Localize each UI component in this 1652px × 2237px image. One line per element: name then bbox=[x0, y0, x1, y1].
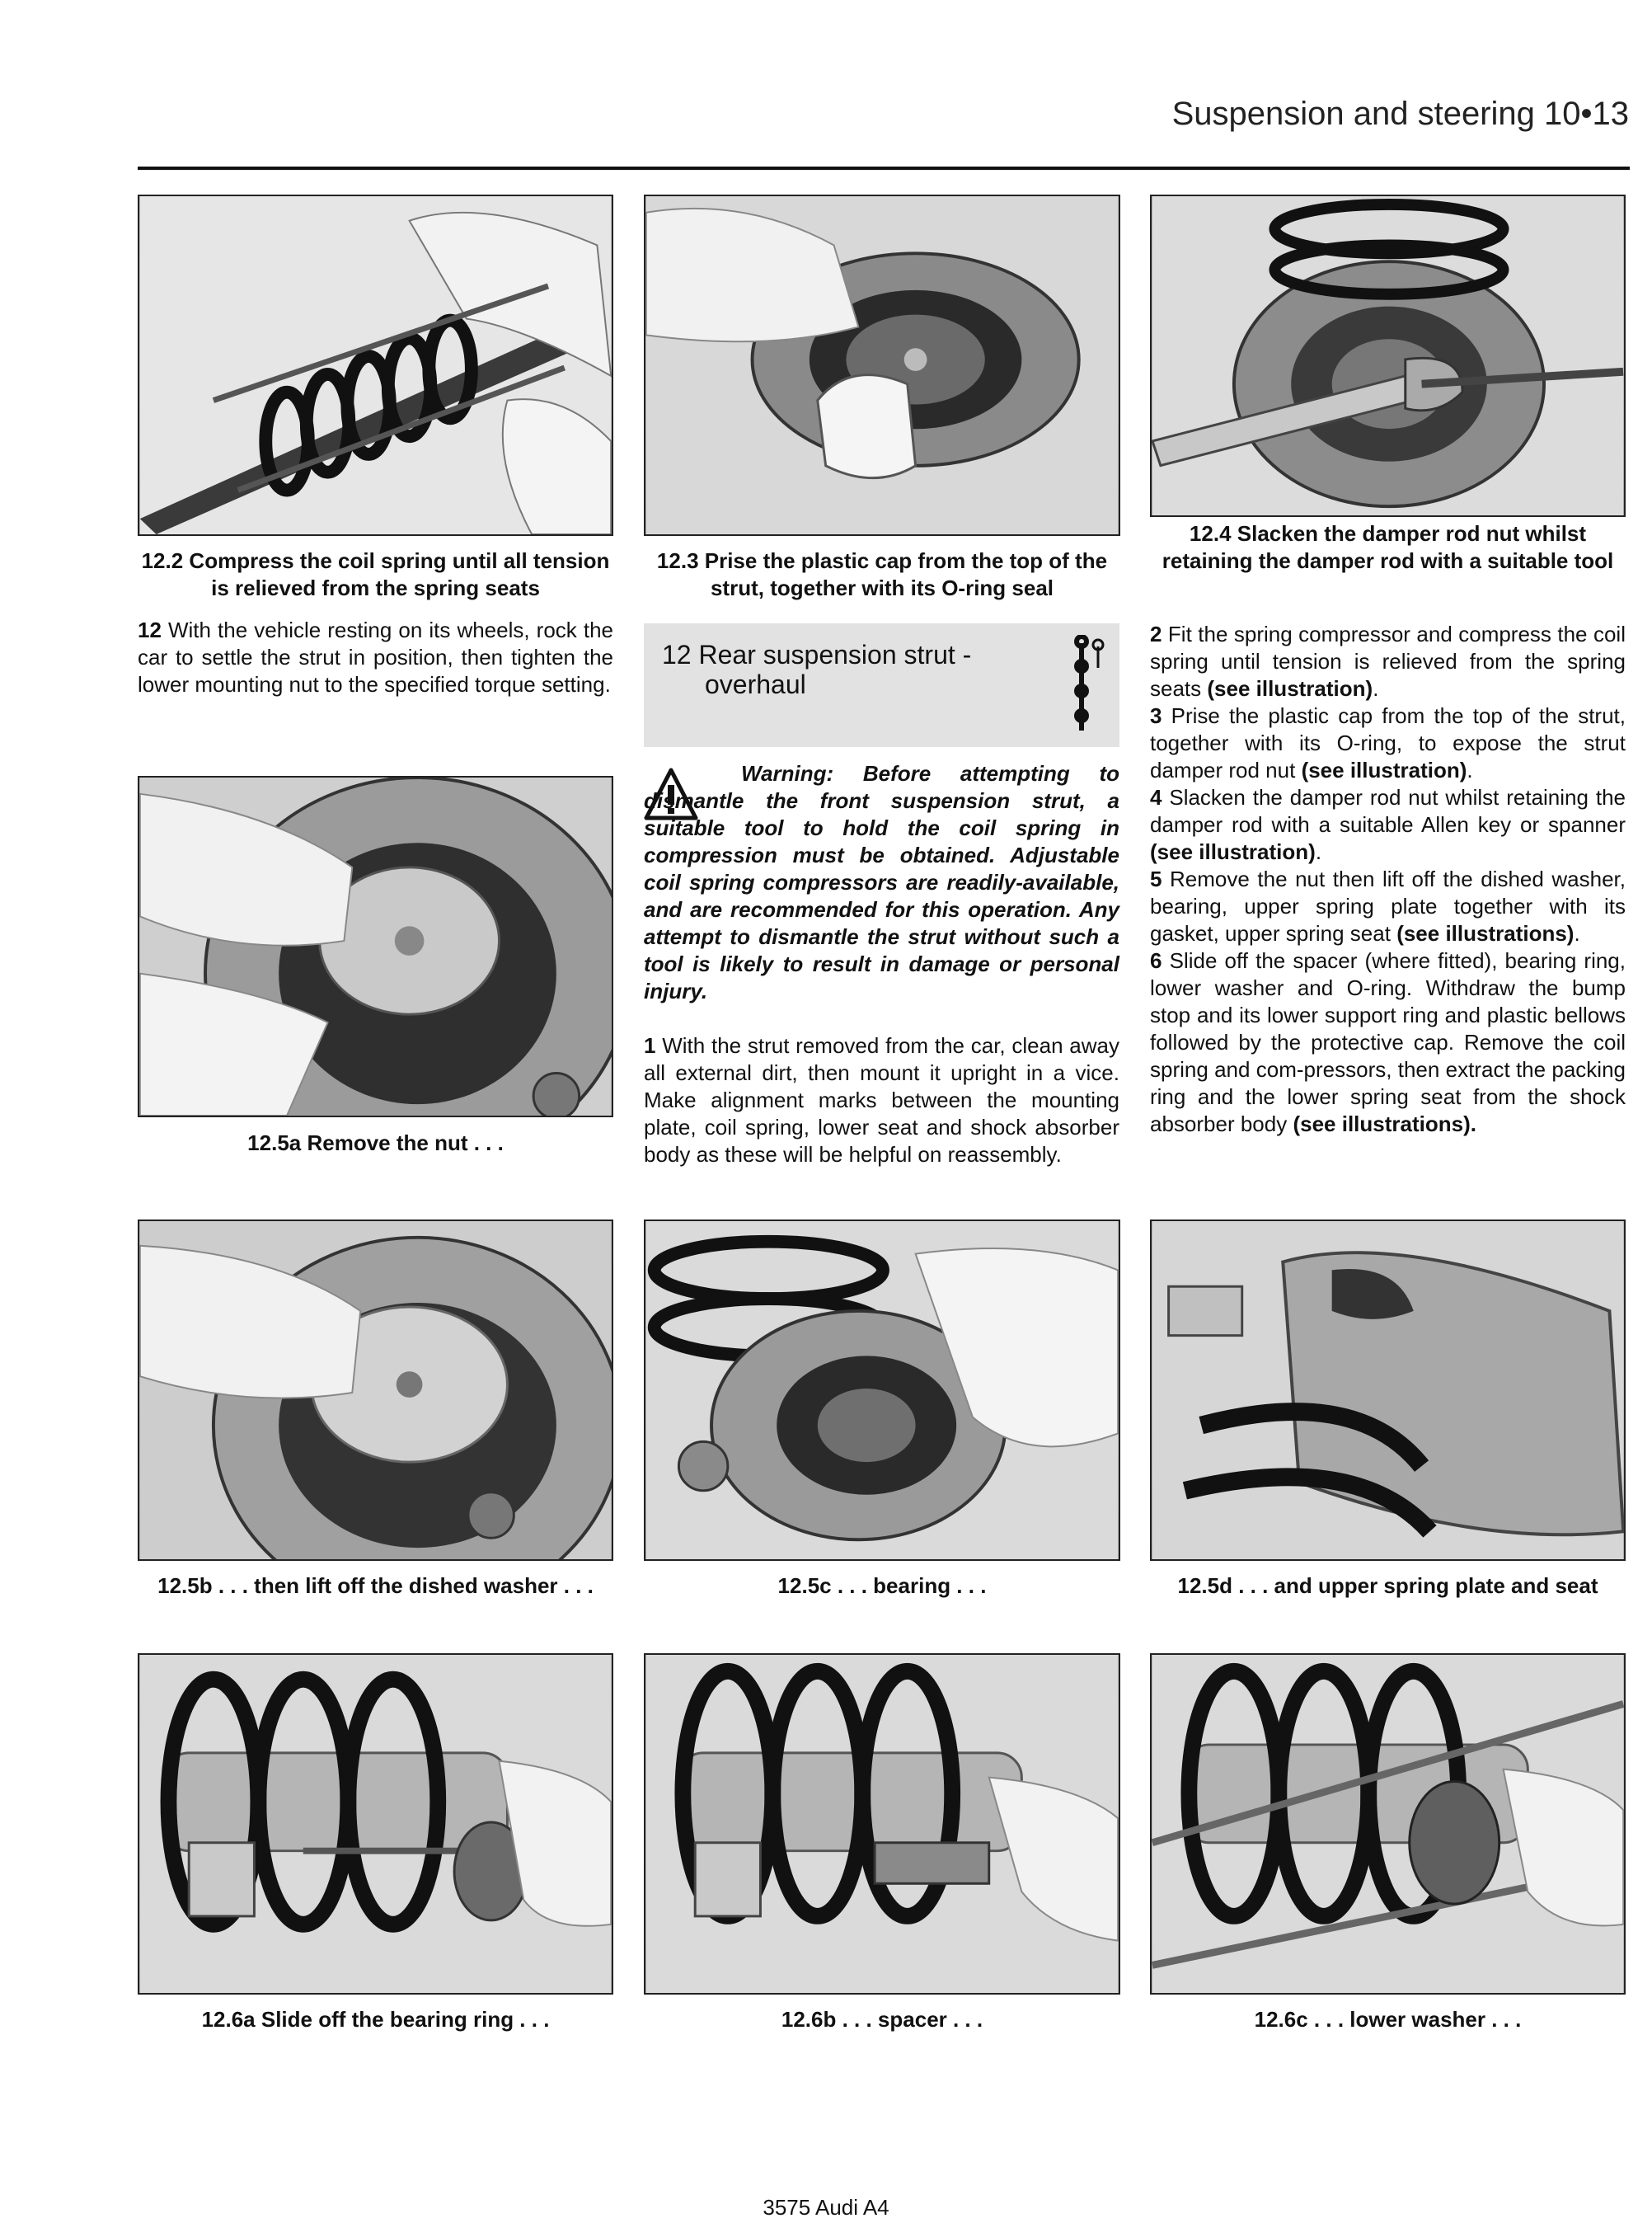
paragraph-4 bbox=[1150, 784, 1626, 866]
photo-12-2 bbox=[138, 195, 613, 536]
warning-text bbox=[644, 760, 1119, 1005]
paragraph-number: 12 bbox=[138, 618, 162, 642]
paragraph-number: 4 bbox=[1150, 785, 1162, 810]
illustration-ref: (see illustration) bbox=[1207, 676, 1373, 701]
paragraph-end: . bbox=[1373, 676, 1379, 701]
plastic-cap-removal-illustration bbox=[645, 196, 1119, 534]
photo-12-5b bbox=[138, 1220, 613, 1561]
coil-spring-compressor-illustration bbox=[139, 196, 612, 534]
paragraph-text: Prise the plastic cap from the top of the strut, together with its O-ring, to expose the strut damper rod nut bbox=[1150, 703, 1626, 782]
caption-12-5c: 12.5c . . . bearing . . . bbox=[777, 1573, 987, 1598]
caption-12-6a: 12.6a Slide off the bearing ring . . . bbox=[201, 2007, 550, 2032]
spacer-illustration bbox=[645, 1655, 1119, 1993]
paragraph-5 bbox=[1150, 866, 1626, 947]
caption-12-4: 12.4 Slacken the damper rod nut whilst retaining the damper rod with a suitable tool bbox=[1162, 521, 1614, 573]
paragraph-number: 1 bbox=[644, 1033, 656, 1058]
paragraph-6 bbox=[1150, 947, 1626, 1138]
illustration-ref: (see illustration) bbox=[1301, 758, 1467, 782]
paragraph-text: Slacken the damper rod nut whilst retaining the damper rod with a suitable Allen key or spanner bbox=[1150, 785, 1626, 837]
paragraph-number: 5 bbox=[1150, 867, 1162, 891]
illustration-ref: (see illustrations). bbox=[1293, 1111, 1476, 1136]
paragraph-2 bbox=[1150, 621, 1626, 703]
remove-nut-illustration bbox=[139, 778, 612, 1116]
page-footer: 3575 Audi A4 bbox=[763, 2195, 889, 2220]
photo-12-6a bbox=[138, 1653, 613, 1995]
paragraph-number: 6 bbox=[1150, 948, 1162, 973]
illustration-ref: (see illustration) bbox=[1150, 839, 1316, 864]
caption-12-5b: 12.5b . . . then lift off the dished washer . . . bbox=[157, 1573, 594, 1598]
paragraph-text: Fit the spring compressor and compress the coil spring until tension is relieved from the spring seats bbox=[1150, 622, 1626, 701]
section-heading-box bbox=[644, 623, 1119, 747]
paragraph-end: . bbox=[1315, 839, 1322, 864]
paragraph-3 bbox=[1150, 703, 1626, 784]
bearing-illustration bbox=[645, 1221, 1119, 1559]
illustration-ref: (see illustrations) bbox=[1396, 921, 1575, 946]
paragraph-end: . bbox=[1574, 921, 1580, 946]
damper-rod-nut-illustration bbox=[1152, 196, 1624, 515]
photo-12-5a bbox=[138, 776, 613, 1117]
warning-body: Warning: Before attempting to dismantle the front suspension strut, a suitable tool to hold the coil spring in compression must be obtained. Adjustable coil spring compressors are readily-available, and are recommended for this operation. Any attempt to dismantle the strut without such a tool is likely to result in damage or personal injury. bbox=[644, 761, 1119, 1003]
photo-12-4 bbox=[1150, 195, 1626, 517]
paragraph-number: 3 bbox=[1150, 703, 1162, 728]
bearing-ring-illustration bbox=[139, 1655, 612, 1993]
caption-12-6c: 12.6c . . . lower washer . . . bbox=[1254, 2007, 1522, 2032]
paragraph-1 bbox=[644, 1032, 1119, 1168]
page-header-title: Suspension and steering 10•13 bbox=[1171, 96, 1629, 132]
caption-12-6b: 12.6b . . . spacer . . . bbox=[781, 2007, 983, 2032]
header-rule bbox=[138, 167, 1630, 170]
paragraph-end: . bbox=[1467, 758, 1473, 782]
upper-spring-plate-illustration bbox=[1152, 1221, 1624, 1559]
section-number: 12 bbox=[662, 640, 692, 670]
photo-12-3 bbox=[644, 195, 1120, 536]
photo-12-5c bbox=[644, 1220, 1120, 1561]
photo-12-6c bbox=[1150, 1653, 1626, 1995]
section-title-line2: overhaul bbox=[705, 670, 806, 699]
paragraph-12 bbox=[138, 617, 613, 698]
paragraphs-2-to-6 bbox=[1150, 621, 1626, 1138]
difficulty-wrench-icon bbox=[1070, 635, 1113, 732]
section-title-bold: Rear suspension strut bbox=[698, 640, 955, 670]
paragraph-text: Slide off the spacer (where fitted), bearing ring, lower washer and O-ring. Withdraw the bump stop and its lower support ring and plastic bellows followed by the protective cap. Remove the coil spring and com-pressors, then extract the packing ring and the lower spring seat from the shock absorber body bbox=[1150, 948, 1626, 1136]
section-title-dash: - bbox=[955, 640, 972, 670]
caption-12-3: 12.3 Prise the plastic cap from the top of the strut, together with its O-ring seal bbox=[656, 548, 1108, 600]
lower-washer-illustration bbox=[1152, 1655, 1624, 1993]
photo-12-6b bbox=[644, 1653, 1120, 1995]
paragraph-text: With the strut removed from the car, clean away all external dirt, then mount it upright in a vice. Make alignment marks between the mounting plate, coil spring, lower seat and shock absorber body as these will be helpful on reassembly. bbox=[644, 1033, 1119, 1167]
dished-washer-illustration bbox=[139, 1221, 612, 1559]
paragraph-text: Remove the nut then lift off the dished washer, bearing, upper spring plate together with its gasket, upper spring seat bbox=[1150, 867, 1626, 946]
paragraph-number: 2 bbox=[1150, 622, 1162, 646]
caption-12-2: 12.2 Compress the coil spring until all tension is relieved from the spring seats bbox=[141, 548, 610, 600]
section-title bbox=[662, 640, 971, 699]
paragraph-text: With the vehicle resting on its wheels, rock the car to settle the strut in position, then tighten the lower mounting nut to the specified torque setting. bbox=[138, 618, 613, 697]
caption-12-5a: 12.5a Remove the nut . . . bbox=[247, 1130, 504, 1155]
caption-12-5d: 12.5d . . . and upper spring plate and seat bbox=[1177, 1573, 1598, 1598]
photo-12-5d bbox=[1150, 1220, 1626, 1561]
